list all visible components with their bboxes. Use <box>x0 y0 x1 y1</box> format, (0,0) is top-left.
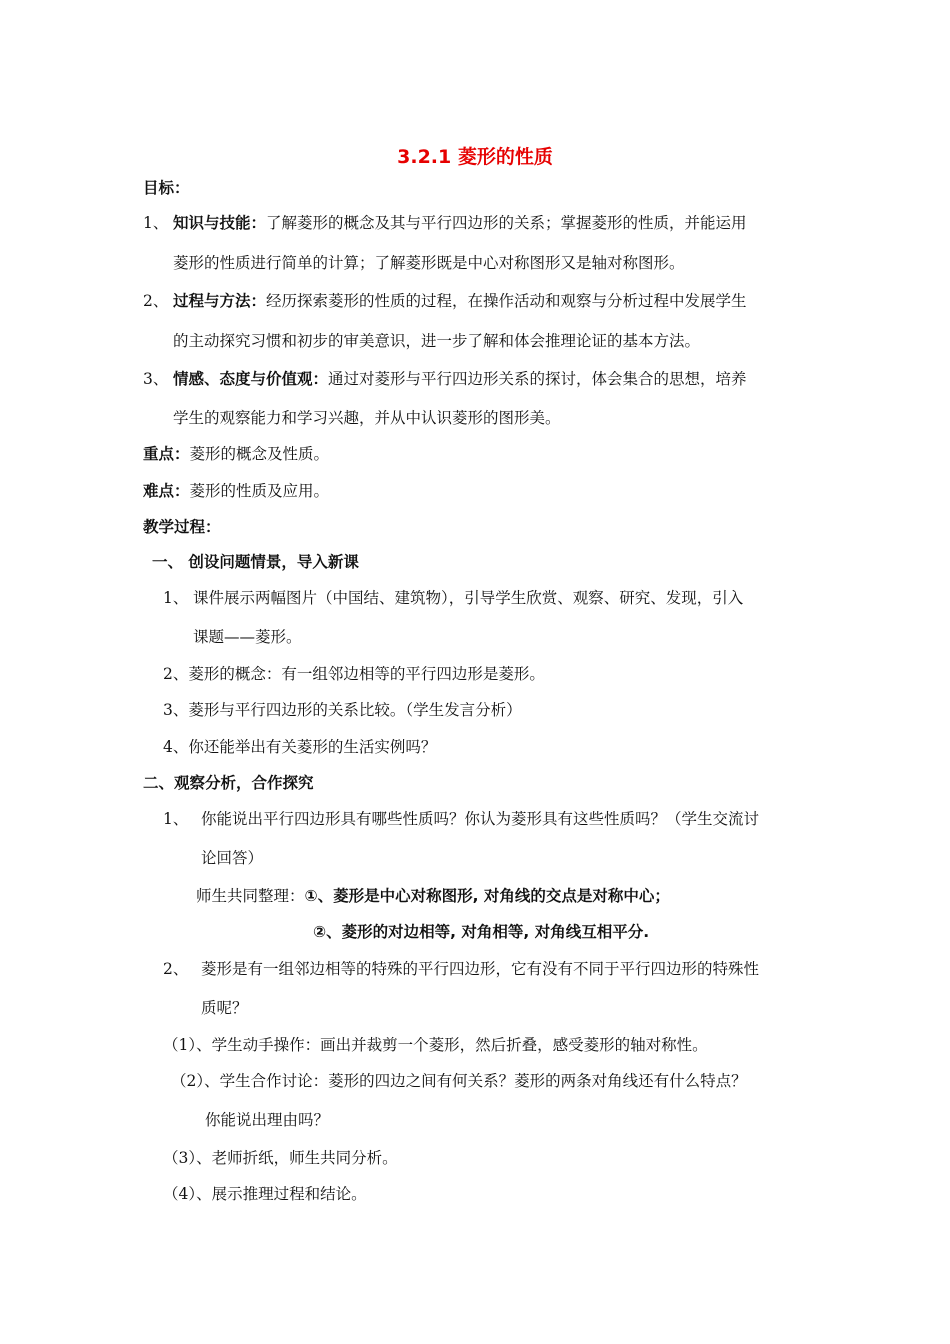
sec1-item-1 <box>163 588 743 608</box>
goal-3-number: 3、 <box>143 370 169 388</box>
step-4: （4）、展示推理过程和结论。 <box>163 1185 367 1203</box>
sec2-item-1-text: 你能说出平行四边形具有哪些性质吗？你认为菱形具有这些性质吗？（学生交流讨 <box>201 810 760 828</box>
sec1-item-1-text: 课件展示两幅图片（中国结、建筑物），引导学生欣赏、观察、研究、发现，引入 <box>193 589 744 607</box>
sec1-item-1-continuation: 课题——菱形。 <box>193 628 302 646</box>
goal-3-label: 情感、态度与价值观： <box>173 370 329 388</box>
difficulty-text: 菱形的性质及应用。 <box>189 482 330 500</box>
summary-point-2: ②、菱形的对边相等, 对角相等, 对角线互相平分. <box>313 923 650 941</box>
goal-3-line <box>143 369 747 389</box>
key-point-label: 重点： <box>143 445 190 463</box>
sec2-item-1-continuation: 论回答） <box>201 849 264 867</box>
process-heading: 教学过程： <box>143 518 221 536</box>
goals-heading: 目标： <box>143 179 190 197</box>
key-point <box>143 444 329 464</box>
goal-2-line <box>143 291 747 311</box>
goal-3-text: 通过对菱形与平行四边形关系的探讨，体会集合的思想，培养 <box>328 370 747 388</box>
goal-1-line <box>143 213 747 233</box>
goal-2-number: 2、 <box>143 292 169 310</box>
summary-point-1: ①、菱形是中心对称图形, 对角线的交点是对称中心； <box>304 887 670 905</box>
section-1-title: 一、 创设问题情景，导入新课 <box>152 553 359 571</box>
goal-2-label: 过程与方法： <box>173 292 267 310</box>
goal-1-text: 了解菱形的概念及其与平行四边形的关系；掌握菱形的性质，并能运用 <box>266 214 747 232</box>
goal-2-continuation: 的主动探究习惯和初步的审美意识，进一步了解和体会推理论证的基本方法。 <box>173 332 701 350</box>
sec1-item-4: 4、你还能举出有关菱形的生活实例吗？ <box>163 738 437 756</box>
summary-label: 师生共同整理： <box>196 887 305 905</box>
step-2: （2）、学生合作讨论：菱形的四边之间有何关系？菱形的两条对角线还有什么特点？ <box>171 1072 747 1090</box>
sec2-item-2 <box>163 959 759 979</box>
step-1: （1）、学生动手操作：画出并裁剪一个菱形，然后折叠，感受菱形的轴对称性。 <box>163 1036 708 1054</box>
goal-1-label: 知识与技能： <box>173 214 267 232</box>
sec1-item-2: 2、菱形的概念：有一组邻边相等的平行四边形是菱形。 <box>163 665 545 683</box>
sec2-item-1-number: 1、 <box>163 810 189 828</box>
sec2-item-2-continuation: 质呢？ <box>201 999 248 1017</box>
goal-1-number: 1、 <box>143 214 169 232</box>
goal-3-continuation: 学生的观察能力和学习兴趣，并从中认识菱形的图形美。 <box>173 409 561 427</box>
key-point-text: 菱形的概念及性质。 <box>189 445 330 463</box>
difficulty-label: 难点： <box>143 482 190 500</box>
sec1-item-1-number: 1、 <box>163 589 189 607</box>
difficulty-point <box>143 481 329 501</box>
sec2-item-2-number: 2、 <box>163 960 189 978</box>
section-2-title: 二、观察分析，合作探究 <box>143 774 314 792</box>
summary-line-1 <box>196 886 670 906</box>
goal-2-text: 经历探索菱形的性质的过程，在操作活动和观察与分析过程中发展学生 <box>266 292 747 310</box>
sec1-item-3: 3、菱形与平行四边形的关系比较。（学生发言分析） <box>163 701 522 719</box>
goal-1-continuation: 菱形的性质进行简单的计算；了解菱形既是中心对称图形又是轴对称图形。 <box>173 254 685 272</box>
page-title: 3.2.1 菱形的性质 <box>397 146 553 168</box>
sec2-item-2-text: 菱形是有一组邻边相等的特殊的平行四边形，它有没有不同于平行四边形的特殊性 <box>201 960 760 978</box>
step-2-continuation: 你能说出理由吗？ <box>205 1111 330 1129</box>
sec2-item-1 <box>163 809 759 829</box>
step-3: （3）、老师折纸，师生共同分析。 <box>163 1149 398 1167</box>
